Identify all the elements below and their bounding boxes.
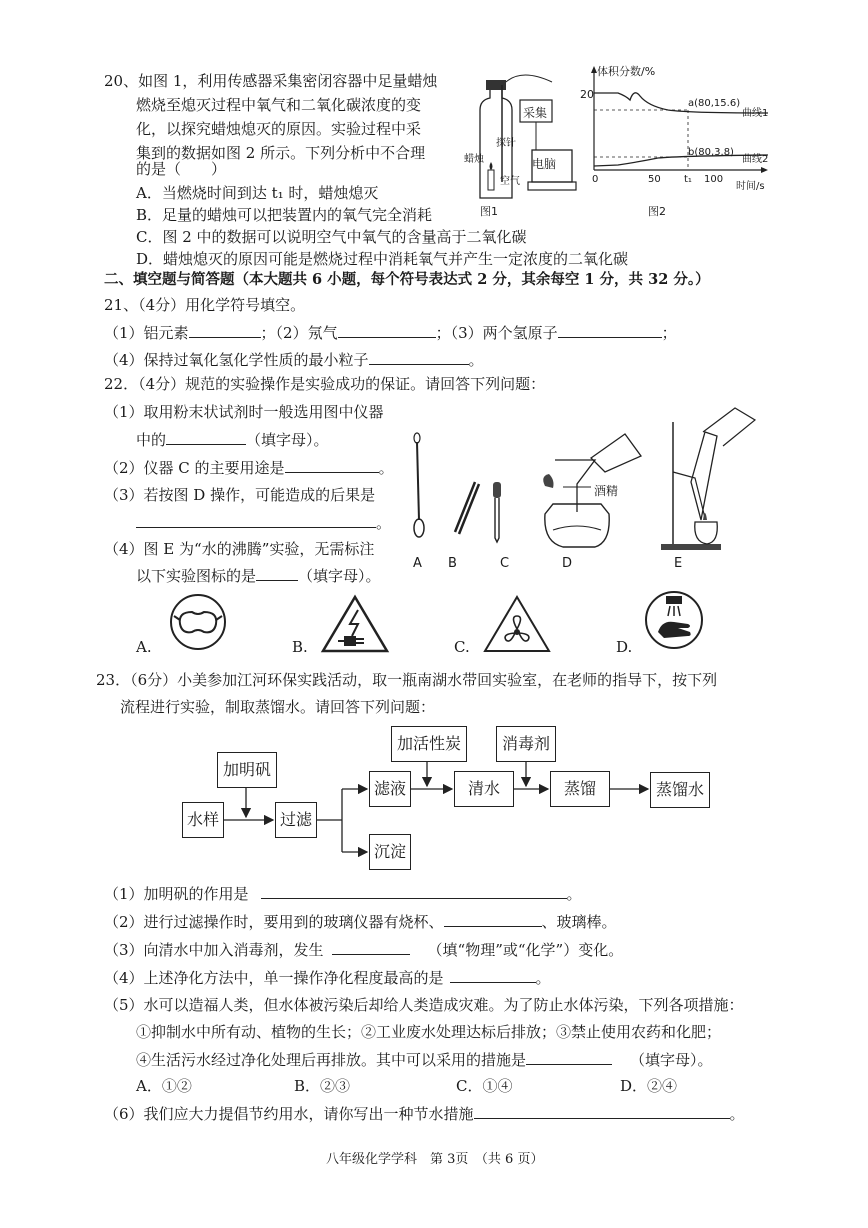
section-2-heading: 二、填空题与简答题（本大题共 6 小题，每个符号表达式 2 分，其余每空 1 分，共 32 分。） [104, 271, 710, 288]
icon-label-a: A. [136, 638, 152, 656]
q22-title: 22．（4分）规范的实验操作是实验成功的保证。请回答下列问题： [104, 375, 546, 393]
fig1-label-collect: 采集 [523, 106, 548, 120]
q21-semicolon: ； [661, 324, 677, 342]
q23-title-line-1: 23．（6分）小美参加江河环保实践活动，取一瓶南湖水带回实验室，在老师的指导下，按下列 [96, 671, 718, 689]
q22-fig-alcohol-label: 酒精 [594, 484, 619, 498]
q23-sub-3b: （填“物理”或“化学”）变化。 [427, 941, 624, 959]
q22-fig-label-c: C [500, 556, 510, 571]
fig1-label-pc: 电脑 [532, 157, 557, 171]
fig2-ylabel: 体积分数/% [597, 65, 656, 78]
q23-option-d: D．②④ [620, 1077, 678, 1095]
q23-sub-5c-line [136, 1050, 713, 1069]
q23-sub-6-end: 。 [729, 1105, 745, 1123]
fig2-tick-0: 0 [592, 174, 599, 185]
q23-blank-1[interactable] [261, 884, 567, 899]
fig1-label-air: 空气 [500, 176, 520, 187]
q22-sub-3-end: 。 [376, 514, 392, 532]
fig2-tick-50: 50 [648, 174, 661, 185]
q20-option-c: C．图 2 中的数据可以说明空气中氧气的含量高于二氧化碳 [136, 228, 527, 246]
q23-sub-5d: （填字母）。 [630, 1051, 713, 1069]
flow-clear-water: 清水 [454, 771, 514, 807]
q22-sub-1b: 中的 [136, 431, 167, 449]
icon-label-d: D. [616, 638, 633, 656]
fig1-label-probe: 探针 [496, 138, 516, 149]
q23-sub-4-line [104, 968, 551, 987]
q22-fig-label-d: D [562, 556, 573, 571]
q20-option-a: A．当燃烧时间到达 t₁ 时，蜡烛熄灭 [136, 184, 379, 202]
q22-sub-1c: （填字母）。 [246, 431, 329, 449]
q23-blank-3[interactable] [332, 940, 410, 955]
flow-disinfect: 消毒剂 [496, 726, 556, 762]
fig2-curve-2: 曲线2 [742, 154, 769, 165]
q23-sub-2b: 、玻璃棒。 [541, 913, 617, 931]
flow-distilled-water: 蒸馏水 [650, 772, 710, 808]
q23-option-c: C．①④ [456, 1077, 513, 1095]
fig2-curve-1: 曲线1 [742, 108, 769, 119]
fig1-label-candle: 蜡烛 [464, 154, 484, 165]
q23-sub-3-line [104, 940, 623, 959]
flow-sediment: 沉淀 [369, 834, 411, 870]
q22-fig-label-e: E [674, 556, 683, 571]
fig2-tick-100: 100 [704, 174, 724, 185]
q23-sub-1-line [104, 884, 582, 903]
q22-sub-2-end: 。 [378, 459, 394, 477]
flow-filter: 过滤 [275, 802, 317, 838]
flow-carbon: 加活性炭 [391, 726, 467, 762]
flow-distill: 蒸馏 [550, 771, 610, 807]
fig2-tick-t1: t₁ [684, 174, 692, 185]
q23-option-a: A．①② [136, 1077, 192, 1095]
q22-sub-1a: （1）取用粉末状试剂时一般选用图中仪器 [104, 403, 384, 421]
q23-blank-5[interactable] [526, 1050, 612, 1065]
q23-blank-2[interactable] [444, 912, 542, 927]
q21-part-4: （4）保持过氧化氢化学性质的最小粒子 [104, 351, 369, 369]
flow-sample: 水样 [182, 802, 224, 838]
q21-end: 。 [468, 351, 484, 369]
q23-title-line-2: 流程进行实验，制取蒸馏水。请回答下列问题： [120, 698, 436, 716]
fig2-point-b: b(80,3.8) [688, 147, 734, 158]
fig2-tick-20: 20 [580, 88, 594, 101]
q22-sub-4a: （4）图 E 为“水的沸腾”实验，无需标注 [104, 540, 375, 558]
q22-sub-2: （2）仪器 C 的主要用途是 [104, 459, 285, 477]
q22-sub-3: （3）若按图 D 操作，可能造成的后果是 [104, 486, 376, 504]
q23-sub-2a: （2）进行过滤操作时，要用到的玻璃仪器有烧杯、 [104, 913, 444, 931]
q22-sub-4c: （填字母）。 [298, 567, 381, 585]
q23-sub-2-line [104, 912, 617, 931]
icon-label-b: B. [292, 638, 308, 656]
q23-sub-6: （6）我们应大力提倡节约用水，请你写出一种节水措施 [104, 1105, 474, 1123]
q23-sub-4-end: 。 [535, 969, 551, 987]
q22-sub-4b: 以下实验图标的是 [136, 567, 257, 585]
q20-option-b: B．足量的蜡烛可以把装置内的氧气完全消耗 [136, 206, 433, 224]
icon-label-c: C. [454, 638, 470, 656]
flow-alum: 加明矾 [217, 752, 277, 788]
q20-stem-line-4: 集到的数据如图 2 所示。下列分析中不合理 [136, 144, 426, 162]
q20-option-d: D．蜡烛熄灭的原因可能是燃烧过程中消耗氧气并产生一定浓度的二氧化碳 [136, 250, 629, 268]
q23-blank-4[interactable] [450, 968, 536, 983]
q23-blank-6[interactable] [474, 1104, 730, 1119]
q23-option-b: B．②③ [294, 1077, 351, 1095]
fig2-point-a: a(80,15.6) [688, 98, 741, 109]
q20-stem-line-3: 化，以探究蜡烛熄灭的原因。实验过程中采 [136, 120, 422, 138]
q23-sub-1-end: 。 [566, 885, 582, 903]
q21-part-3: ；（3）两个氢原子 [435, 324, 558, 342]
q22-fig-label-b: B [448, 556, 457, 571]
fig2-caption: 图2 [648, 205, 666, 218]
q21-part-1: （1）铝元素 [104, 324, 189, 342]
q23-sub-5c: ④生活污水经过净化处理后再排放。其中可以采用的措施是 [136, 1051, 527, 1069]
flow-filtrate: 滤液 [369, 771, 411, 807]
q23-sub-6-line [104, 1104, 745, 1123]
fig1-caption: 图1 [480, 205, 498, 218]
q23-sub-1: （1）加明矾的作用是 [104, 885, 249, 903]
q20-stem-line-1: 20、如图 1，利用传感器采集密闭容器中足量蜡烛 [104, 72, 438, 90]
page-footer: 八年级化学学科 第 3页 （共 6 页） [326, 1152, 544, 1167]
q23-sub-5a: （5）水可以造福人类，但水体被污染后却给人类造成灾难。为了防止水体污染，下列各项措施： [104, 996, 744, 1014]
q23-sub-5b: ①抑制水中所有动、植物的生长；②工业废水处理达标后排放；③禁止使用农药和化肥； [136, 1023, 722, 1041]
q20-stem-line-5: 的是（ ） [136, 160, 227, 178]
fig2-xlabel: 时间/s [736, 181, 765, 192]
q21-part-2: ；（2）氖气 [260, 324, 338, 342]
q23-sub-4: （4）上述净化方法中，单一操作净化程度最高的是 [104, 969, 444, 987]
q22-fig-label-a: A [413, 556, 422, 571]
q21-title: 21、（4分）用化学符号填空。 [104, 296, 306, 314]
q20-stem-line-2: 燃烧至熄灭过程中氧气和二氧化碳浓度的变 [136, 96, 422, 114]
q23-sub-3a: （3）向清水中加入消毒剂，发生 [104, 941, 324, 959]
